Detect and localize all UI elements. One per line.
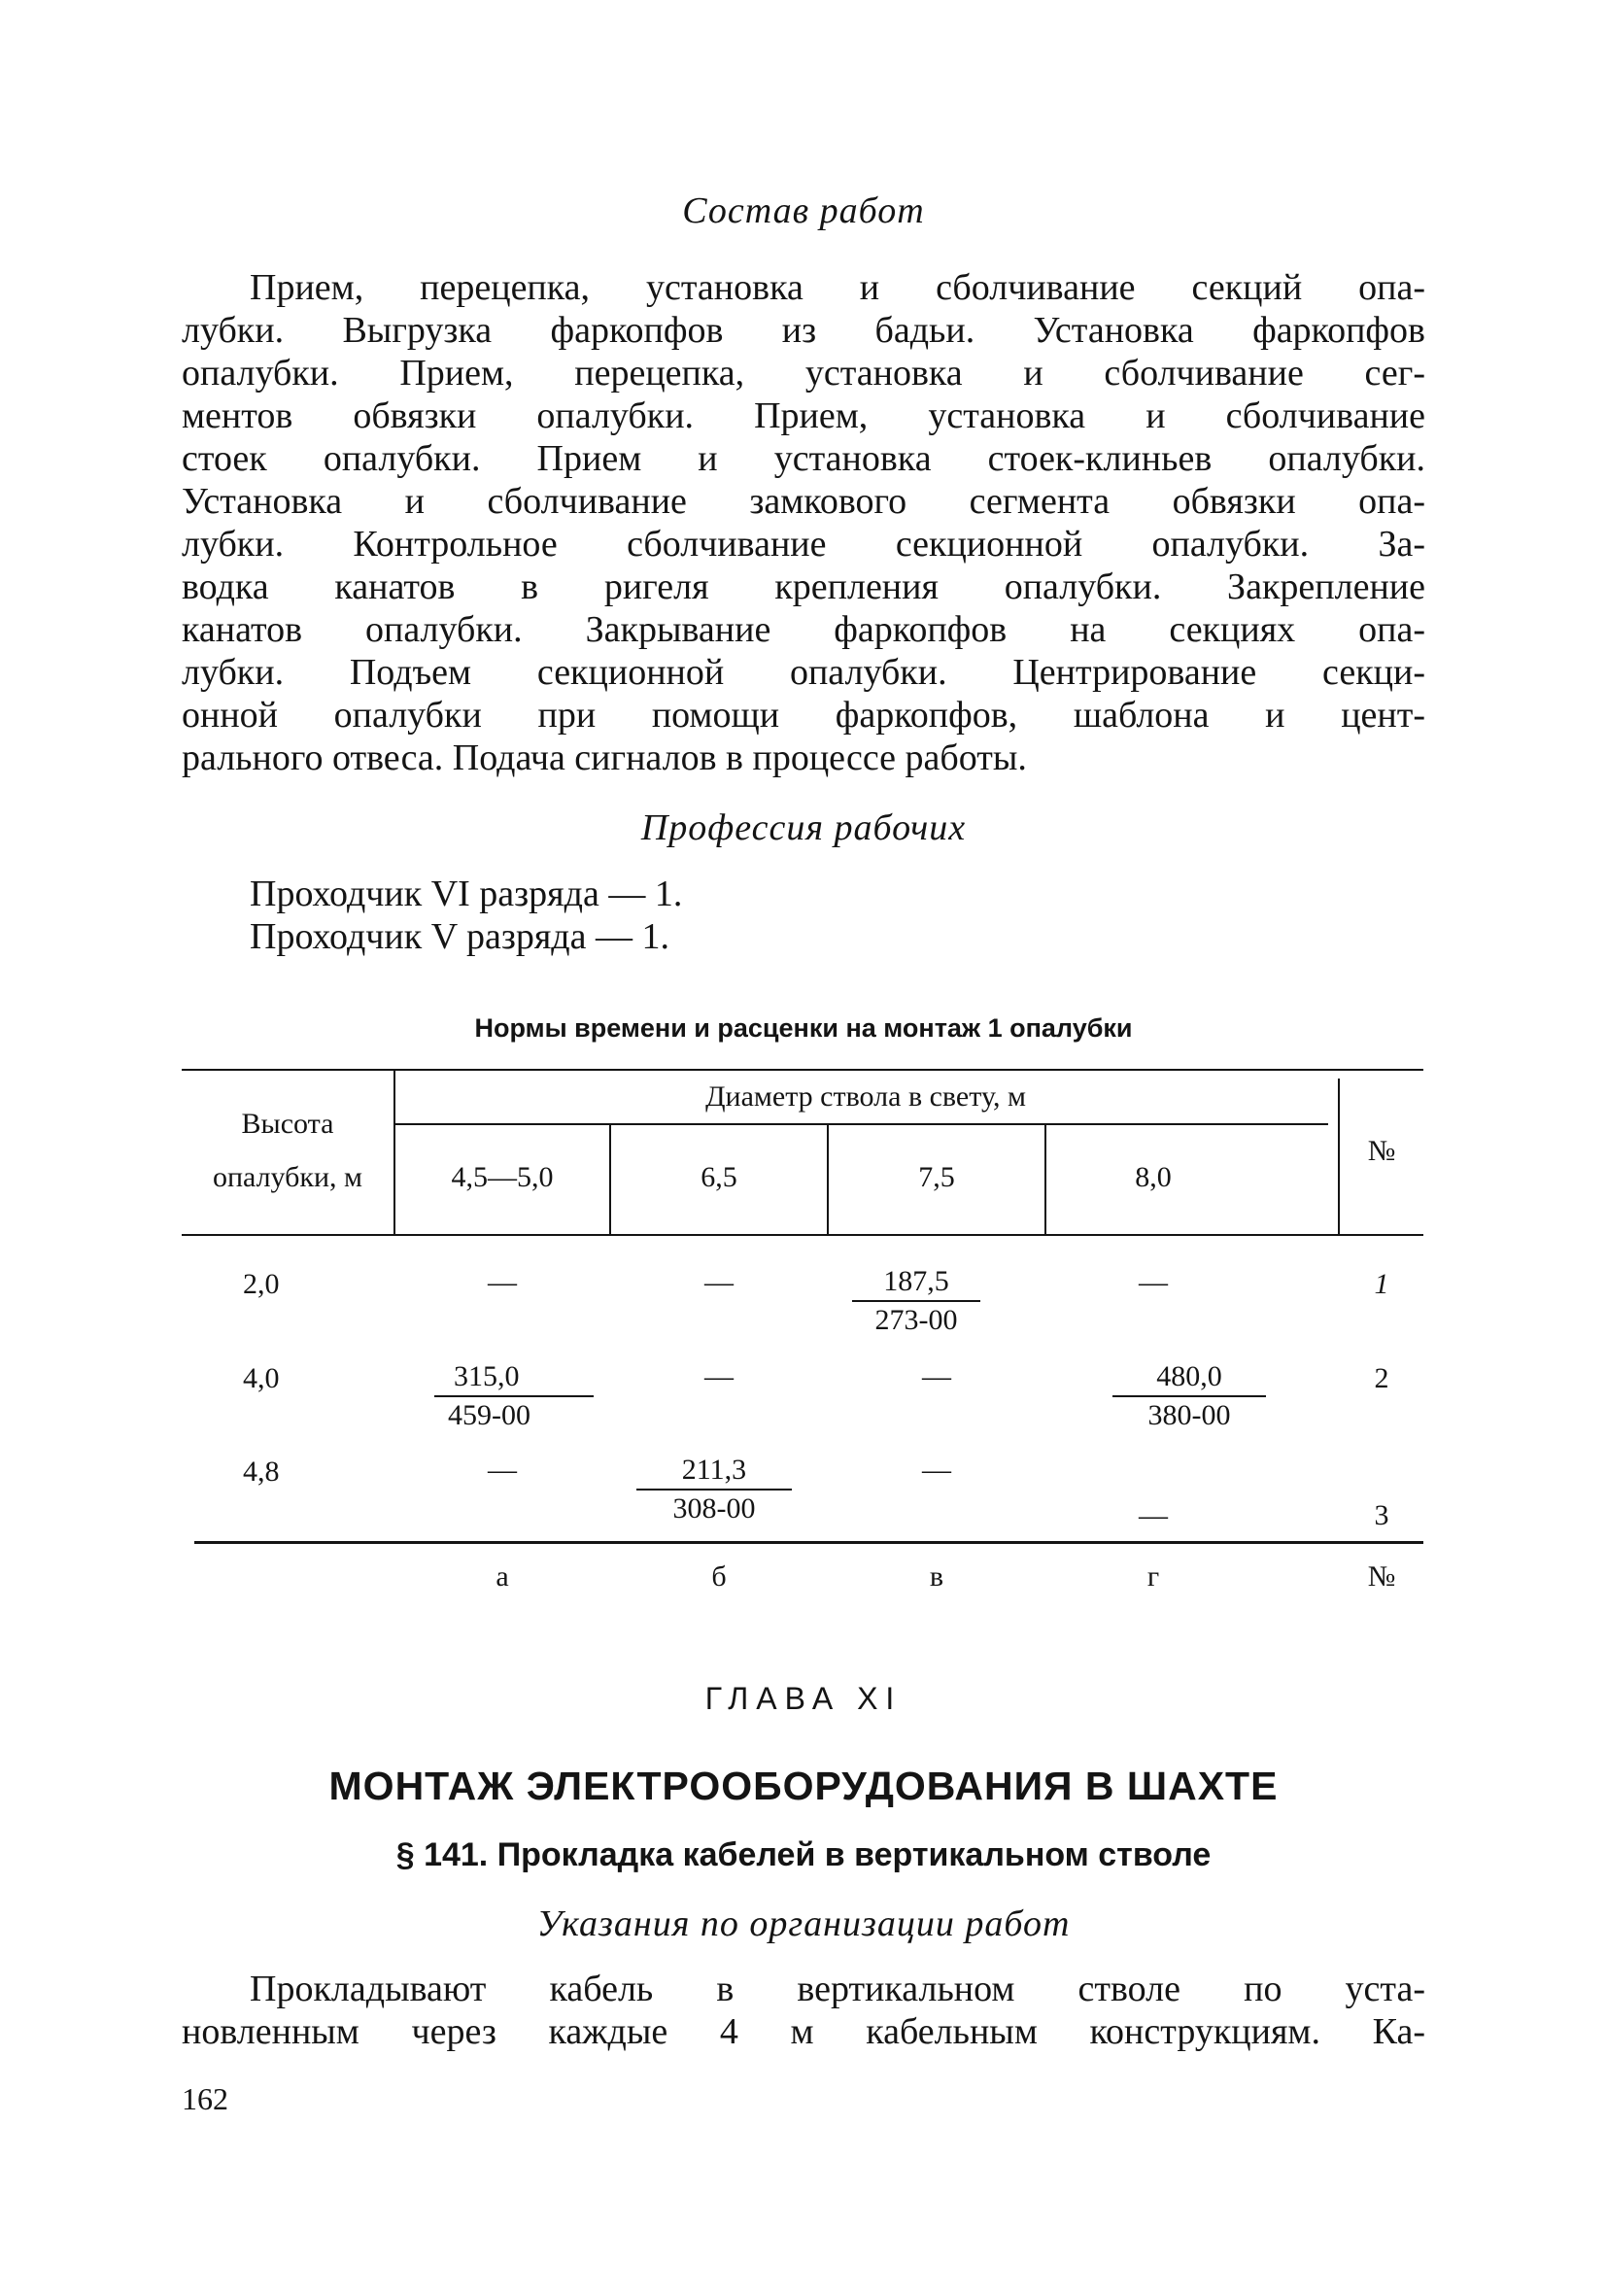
- table-cell: —: [704, 1266, 734, 1298]
- price-value: 308-00: [672, 1492, 756, 1525]
- norm-value: 315,0: [454, 1360, 520, 1392]
- composition-text: [182, 266, 1425, 779]
- chapter-title: МОНТАЖ ЭЛЕКТРООБОРУДОВАНИЯ В ШАХТЕ: [328, 1764, 1279, 1808]
- norm-value: 211,3: [681, 1454, 747, 1486]
- fraction-cell: [636, 1454, 792, 1525]
- column-letter: в: [929, 1560, 944, 1593]
- price-value: 459-00: [448, 1399, 530, 1431]
- text-line: Прием, перецепка, установка и сболчивание секций опа-: [250, 267, 1425, 308]
- row-header-line: Высота: [241, 1108, 334, 1140]
- column-letter: №: [1367, 1560, 1396, 1593]
- fraction-bar: [434, 1395, 594, 1397]
- section-subheading: Указания по организации работ: [536, 1903, 1071, 1944]
- header-bottom-rule: [182, 1234, 1423, 1236]
- text-line: Установка и сболчивание замкового сегмента обвязки опа-: [182, 481, 1425, 522]
- table-bottom-rule: [194, 1541, 1423, 1544]
- fraction-bar: [636, 1489, 792, 1491]
- table-cell: —: [1139, 1266, 1168, 1298]
- column-letter: а: [496, 1560, 509, 1593]
- fraction-bar: [1112, 1395, 1266, 1397]
- text-line: водка канатов в ригеля крепления опалубки. Закрепление: [182, 566, 1425, 607]
- page-number: 162: [182, 2081, 228, 2116]
- row-height: 2,0: [243, 1268, 280, 1300]
- group-header-rule: [393, 1123, 1328, 1125]
- profession-heading: Профессия рабочих: [640, 807, 967, 848]
- table-cell: —: [1139, 1499, 1168, 1531]
- column-header: 4,5—5,0: [451, 1161, 554, 1193]
- worker-line: Проходчик VI разряда — 1.: [250, 874, 683, 914]
- text-line: лубки. Выгрузка фаркопфов из бадьи. Установка фаркопфов: [182, 310, 1425, 351]
- row-number: 1: [1374, 1268, 1389, 1300]
- composition-heading: Состав работ: [682, 190, 925, 231]
- group-header: Диаметр ствола в свету, м: [705, 1080, 1026, 1113]
- text-line: новленным через каждые 4 м кабельным конструкциям. Ка-: [182, 2011, 1425, 2052]
- table-cell: —: [922, 1360, 951, 1392]
- row-height: 4,0: [243, 1362, 280, 1394]
- no-header: №: [1367, 1135, 1396, 1167]
- text-line: Прокладывают кабель в вертикальном стволе по уста-: [250, 1969, 1425, 2009]
- table-cell: —: [488, 1266, 517, 1298]
- row-number: 3: [1374, 1499, 1389, 1531]
- text-line: опалубки. Прием, перецепка, установка и сболчивание сег-: [182, 353, 1425, 394]
- section-title: § 141. Прокладка кабелей в вертикальном стволе: [395, 1836, 1212, 1873]
- row-height: 4,8: [243, 1456, 280, 1488]
- row-number: 2: [1374, 1362, 1389, 1394]
- text-line: ментов обвязки опалубки. Прием, установка и сболчивание: [182, 395, 1425, 436]
- table-cell: —: [922, 1454, 951, 1486]
- norm-value: 187,5: [883, 1265, 949, 1297]
- text-line: онной опалубки при помощи фаркопфов, шаблона и цент-: [182, 695, 1425, 736]
- fraction-cell: [434, 1360, 594, 1432]
- price-value: 380-00: [1147, 1399, 1231, 1431]
- table-cell: —: [704, 1360, 734, 1392]
- table-top-rule: [182, 1069, 1423, 1071]
- fraction-bar: [852, 1300, 980, 1302]
- fraction-cell: [852, 1265, 980, 1337]
- text-line: лубки. Подъем секционной опалубки. Центрирование секци-: [182, 652, 1425, 693]
- chapter-text: [182, 1968, 1425, 2053]
- table-caption: Нормы времени и расценки на монтаж 1 опалубки: [474, 1013, 1133, 1043]
- column-letter: б: [711, 1560, 727, 1593]
- text-line: лубки. Контрольное сболчивание секционной опалубки. За-: [182, 524, 1425, 565]
- row-header-line: опалубки, м: [212, 1161, 363, 1193]
- column-header: 8,0: [1135, 1161, 1172, 1193]
- price-value: 273-00: [874, 1304, 958, 1336]
- text-line: стоек опалубки. Прием и установка стоек-клиньев опалубки.: [182, 438, 1425, 479]
- column-header: 7,5: [918, 1161, 955, 1193]
- norm-value: 480,0: [1156, 1360, 1222, 1392]
- text-line: канатов опалубки. Закрывание фаркопфов на секциях опа-: [182, 609, 1425, 650]
- worker-line: Проходчик V разряда — 1.: [250, 916, 670, 957]
- table-cell: —: [488, 1454, 517, 1486]
- column-letter: г: [1146, 1560, 1160, 1593]
- chapter-label: ГЛАВА XI: [704, 1681, 903, 1716]
- fraction-cell: [1112, 1360, 1266, 1432]
- column-header: 6,5: [701, 1161, 737, 1193]
- text-line: рального отвеса. Подача сигналов в процессе работы.: [182, 737, 1027, 778]
